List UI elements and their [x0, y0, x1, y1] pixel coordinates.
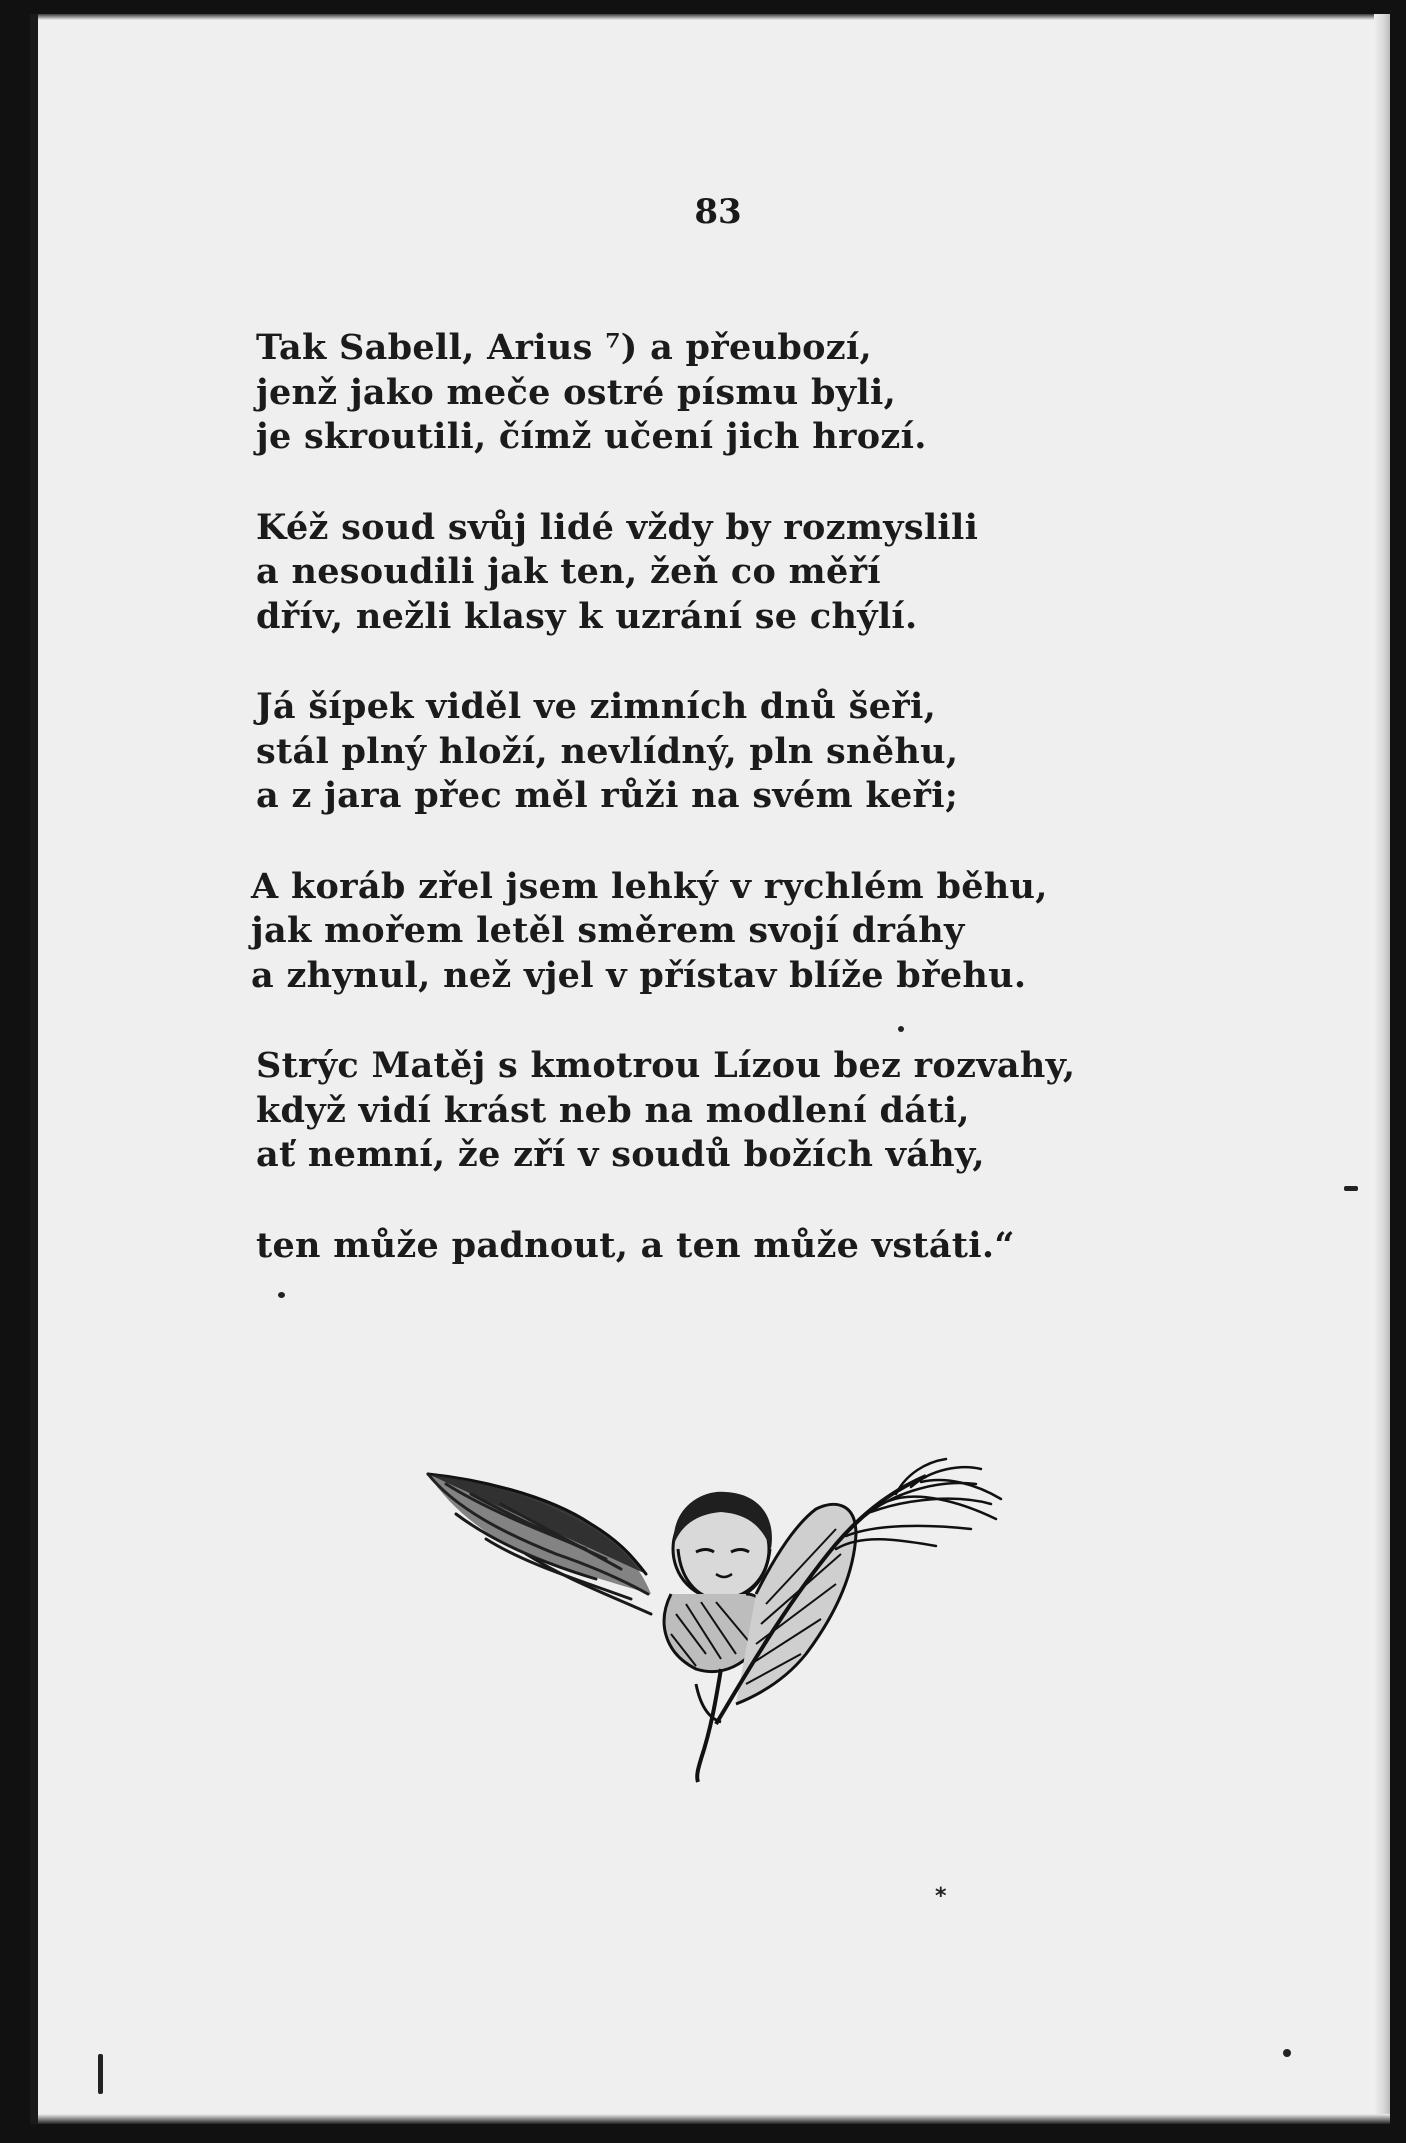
book-page	[30, 14, 1390, 2124]
poem-line: a nesoudili jak ten, žeň co měří	[256, 551, 881, 592]
poem	[251, 326, 1076, 1314]
ink-speck	[898, 1026, 904, 1032]
poem-line: jak mořem letěl směrem svojí dráhy	[251, 910, 965, 951]
ink-speck	[1344, 1186, 1358, 1191]
stanza	[256, 326, 1075, 460]
page-right-edge	[1374, 14, 1390, 2124]
ink-speck	[98, 2054, 103, 2094]
poem-line: A koráb zřel jsem lehký v rychlém běhu,	[251, 865, 1048, 907]
poem-line: jenž jako meče ostré písmu byli,	[256, 371, 897, 413]
stanza	[256, 1224, 1075, 1269]
cherub-ornament-icon	[416, 1454, 1006, 1784]
poem-line: ať nemní, že zří v soudů božích váhy,	[256, 1134, 985, 1175]
ink-speck	[1283, 2049, 1291, 2057]
poem-line: a z jara přec měl růži na svém keři;	[256, 775, 959, 816]
poem-line: stál plný hloží, nevlídný, pln sněhu,	[256, 730, 959, 772]
poem-line: Kéž soud svůj lidé vždy by rozmyslili	[256, 506, 979, 548]
poem-line: když vidí krást neb na modlení dáti,	[256, 1089, 970, 1131]
ink-speck	[278, 1292, 285, 1298]
stanza	[256, 685, 1075, 819]
poem-line: Strýc Matěj s kmotrou Lízou bez rozvahy,	[256, 1045, 1076, 1086]
poem-line: a zhynul, než vjel v přístav blíže břehu.	[251, 954, 1027, 996]
page-bottom-edge	[38, 2114, 1390, 2124]
poem-line: je skroutili, čímž učení jich hrozí.	[256, 416, 927, 457]
page-top-edge	[38, 14, 1390, 20]
stanza	[256, 1044, 1075, 1178]
poem-line: Tak Sabell, Arius ⁷) a přeubozí,	[256, 327, 873, 368]
page-number: 83	[694, 192, 742, 232]
poem-line: ten může padnout, a ten může vstáti.“	[256, 1224, 1015, 1266]
poem-line: dřív, nežli klasy k uzrání se chýlí.	[256, 595, 918, 637]
asterisk-mark: *	[935, 1884, 947, 1909]
stanza	[256, 506, 1075, 640]
stanza	[251, 865, 1075, 999]
poem-line: Já šípek viděl ve zimních dnů šeři,	[256, 686, 937, 727]
